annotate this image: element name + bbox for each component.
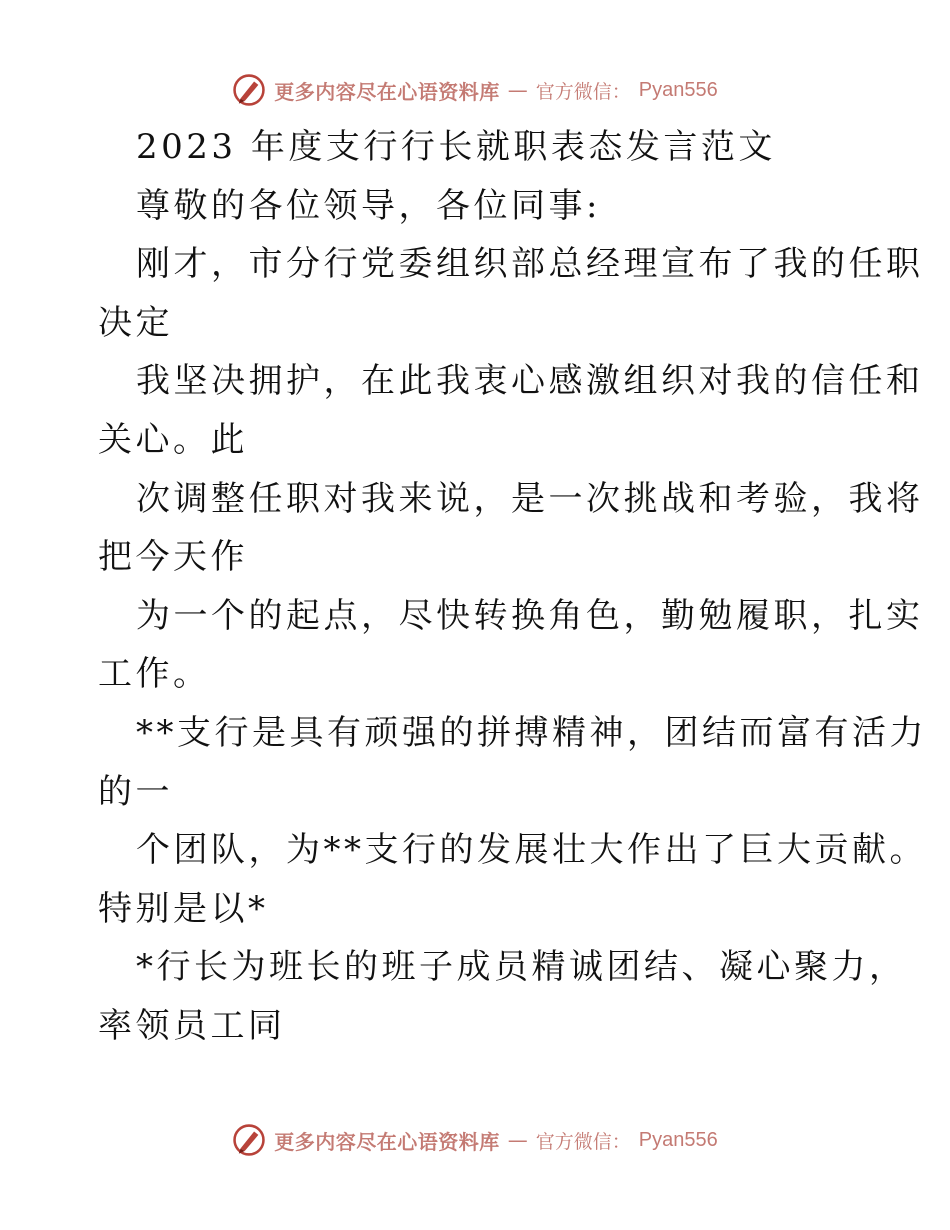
paragraph-line: 关心。此 bbox=[98, 419, 248, 460]
document-body bbox=[98, 118, 927, 1056]
paragraph-line: 我坚决拥护，在此我衷心感激组织对我的信任和 bbox=[136, 361, 924, 402]
paragraph-line: 决定 bbox=[98, 302, 173, 343]
watermark-dash: — bbox=[507, 1128, 528, 1152]
paragraph-line: 工作。 bbox=[98, 654, 211, 695]
paragraph-line: 率领员工同 bbox=[98, 1005, 286, 1046]
pen-logo-icon bbox=[232, 1123, 266, 1157]
header-watermark bbox=[0, 70, 950, 110]
watermark-text: 更多内容尽在心语资料库 bbox=[274, 79, 500, 104]
footer-watermark bbox=[0, 1120, 950, 1160]
salutation: 尊敬的各位领导，各位同事: bbox=[136, 185, 601, 226]
paragraph-line: 刚才，市分行党委组织部总经理宣布了我的任职 bbox=[136, 244, 924, 285]
paragraph-line: **支行是具有顽强的拼搏精神，团结而富有活力 bbox=[136, 712, 927, 753]
paragraph-line: 特别是以* bbox=[98, 888, 269, 929]
watermark-id: Pyan556 bbox=[638, 78, 718, 101]
pen-logo-icon bbox=[232, 73, 266, 107]
watermark-subtitle: 官方微信： bbox=[535, 80, 631, 103]
document-title: 2023 年度支行行长就职表态发言范文 bbox=[136, 127, 776, 167]
paragraph-line: 个团队，为**支行的发展壮大作出了巨大贡献。 bbox=[136, 830, 927, 871]
watermark-id: Pyan556 bbox=[638, 1128, 718, 1151]
watermark-dash: — bbox=[507, 78, 528, 102]
watermark-text: 更多内容尽在心语资料库 bbox=[274, 1129, 500, 1154]
paragraph-line: 的一 bbox=[98, 771, 173, 812]
paragraph-line: 把今天作 bbox=[98, 537, 248, 578]
watermark-subtitle: 官方微信： bbox=[535, 1130, 631, 1153]
paragraph-line: *行长为班长的班子成员精诚团结、凝心聚力， bbox=[136, 947, 907, 988]
paragraph-line: 次调整任职对我来说，是一次挑战和考验，我将 bbox=[136, 478, 924, 519]
paragraph-line: 为一个的起点，尽快转换角色，勤勉履职，扎实 bbox=[136, 595, 924, 636]
